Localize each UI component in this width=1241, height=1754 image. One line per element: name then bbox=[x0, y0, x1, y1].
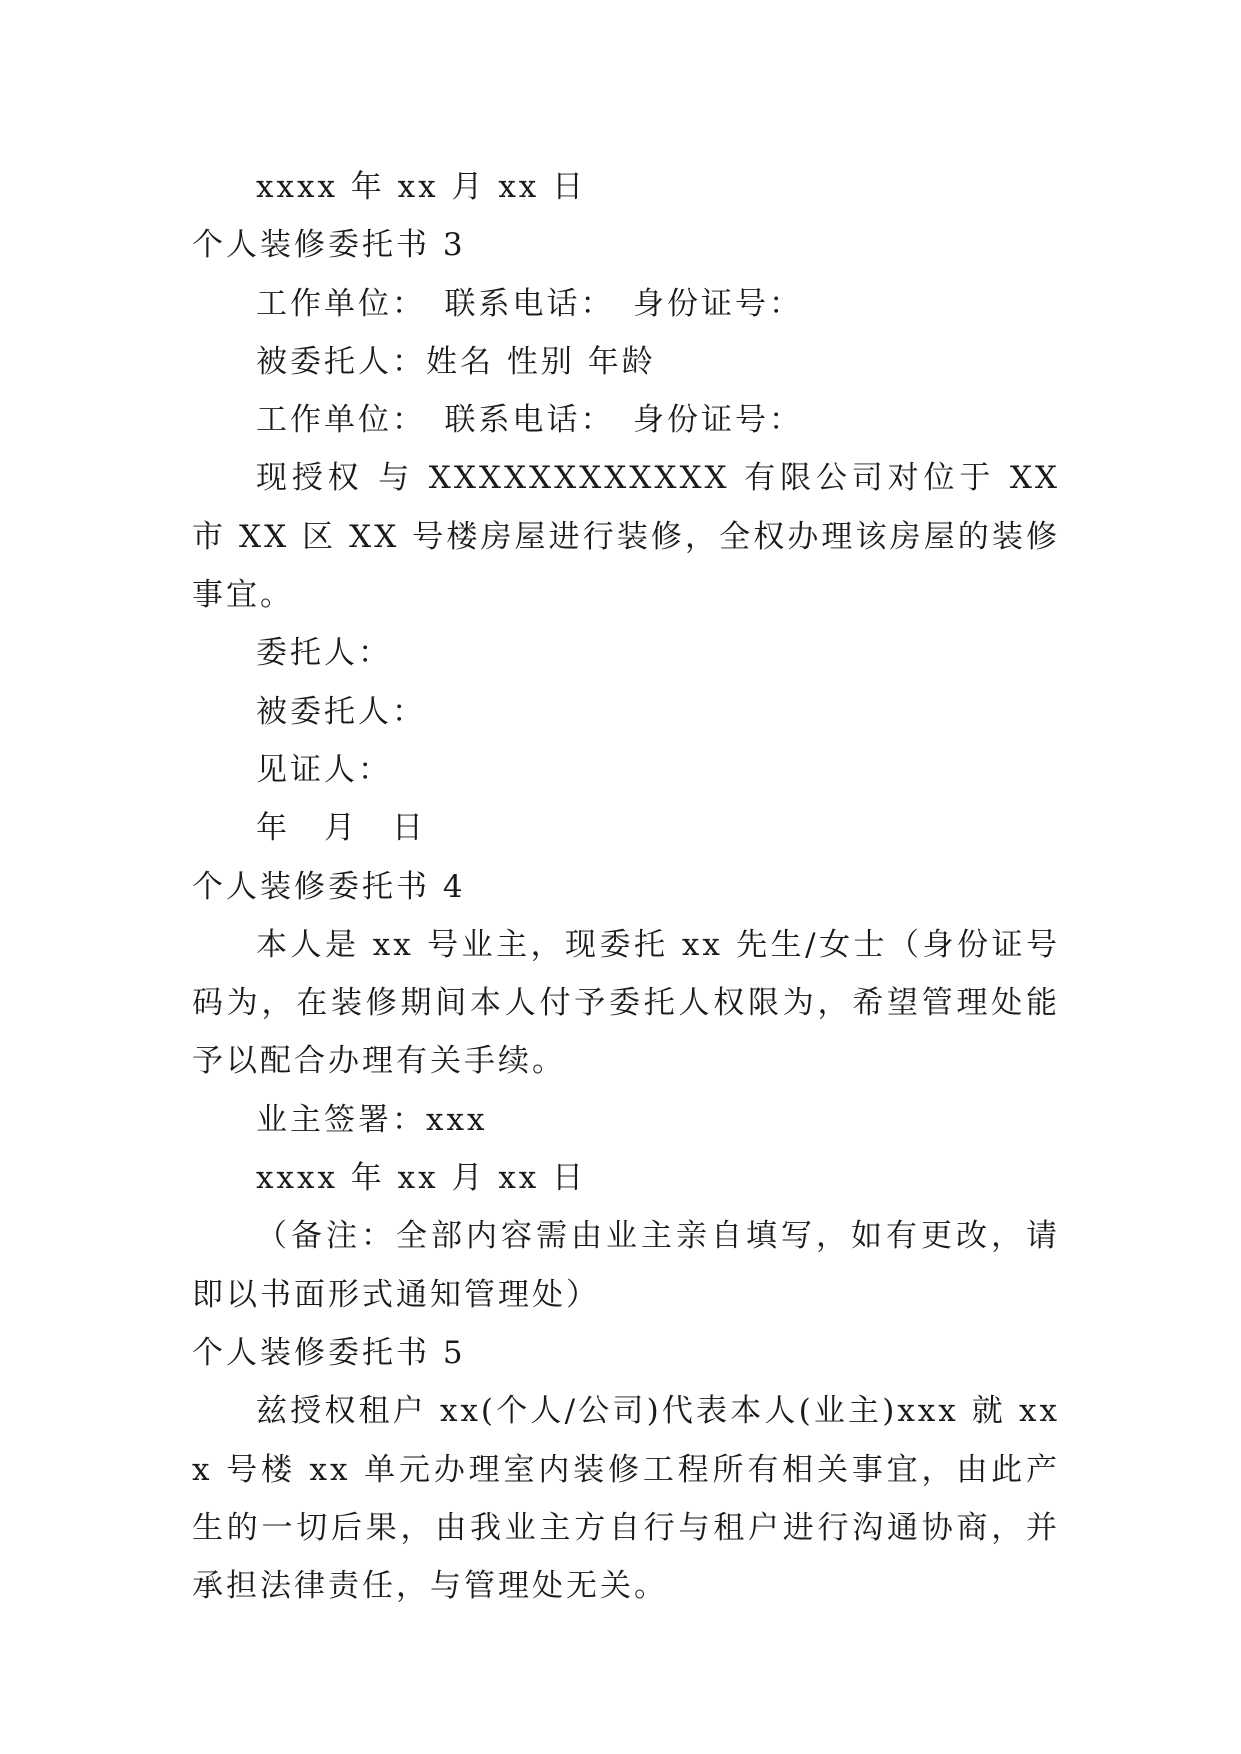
owner-date-line: xxxx 年 xx 月 xx 日 bbox=[256, 1160, 587, 1197]
section-title-3: 个人装修委托书 3 bbox=[192, 227, 466, 264]
signing-date-line: 年 月 日 bbox=[256, 810, 426, 847]
section-title-5: 个人装修委托书 5 bbox=[192, 1334, 466, 1371]
trustee-signature-label: 被委托人： bbox=[256, 693, 426, 730]
owner-signature-line: 业主签署：xxx bbox=[256, 1101, 488, 1138]
remark-paragraph: （备注：全部内容需由业主亲自填写，如有更改，请即以书面形式通知管理处） bbox=[192, 1218, 1060, 1313]
section-title-4: 个人装修委托书 4 bbox=[192, 868, 466, 905]
authorization-paragraph: 现授权 与 XXXXXXXXXXXX 有限公司对位于 XX 市 XX 区 XX 号楼房屋进行装修，全权办理该房屋的装修事宜。 bbox=[192, 460, 1060, 614]
trustee-info-line: 被委托人：姓名 性别 年龄 bbox=[256, 343, 656, 380]
owner-authorization-paragraph: 本人是 xx 号业主，现委托 xx 先生/女士（身份证号码为，在装修期间本人付予委托人权限为，希望管理处能予以配合办理有关手续。 bbox=[192, 926, 1060, 1080]
date-line: xxxx 年 xx 月 xx 日 bbox=[256, 169, 587, 205]
client-info-line: 工作单位： 联系电话： 身份证号： bbox=[256, 285, 803, 322]
client-signature-label: 委托人： bbox=[256, 635, 392, 672]
witness-label: 见证人： bbox=[256, 751, 392, 788]
tenant-authorization-paragraph: 兹授权租户 xx(个人/公司)代表本人(业主)xxx 就 xxx 号楼 xx 单元办理室内装修工程所有相关事宜，由此产生的一切后果，由我业主方自行与租户进行沟通协商，并承担法律责任，与管理处无关。 bbox=[192, 1393, 1060, 1605]
document-body bbox=[192, 158, 1060, 1615]
trustee-contact-line: 工作单位： 联系电话： 身份证号： bbox=[256, 402, 803, 439]
